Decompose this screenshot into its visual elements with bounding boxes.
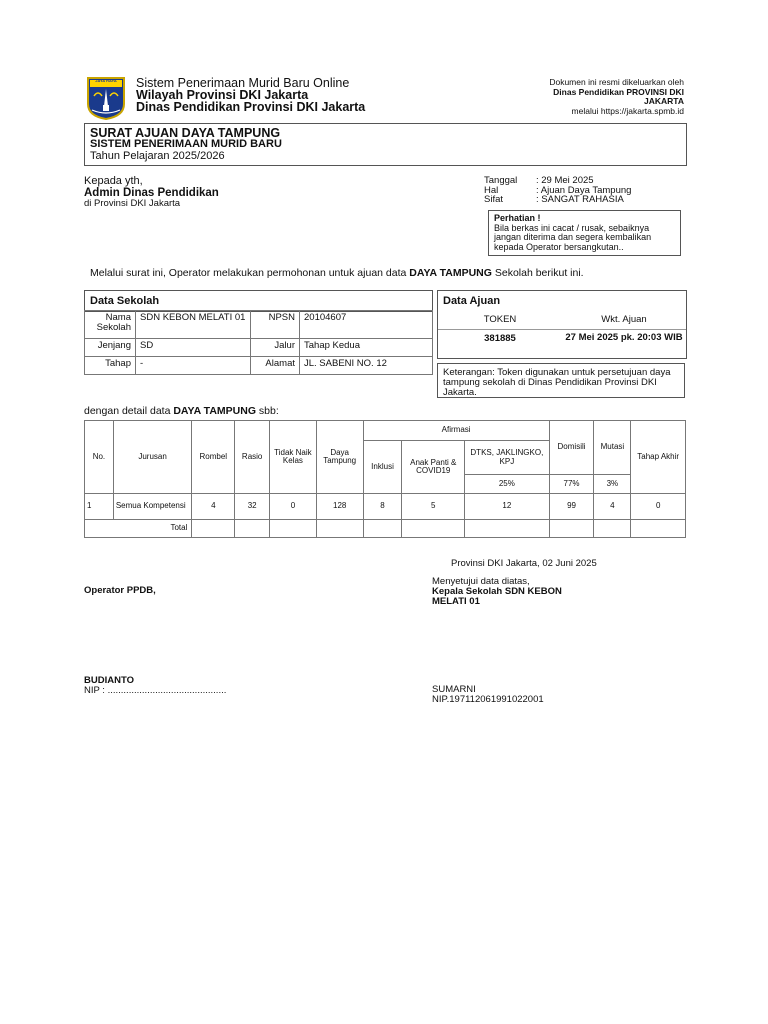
tahap-value: - <box>136 357 251 375</box>
wkt-label: Wkt. Ajuan <box>601 314 647 326</box>
cell-inklusi: 8 <box>363 494 402 520</box>
token-value: 381885 <box>484 332 516 344</box>
nama-label: Nama Sekolah <box>85 311 136 339</box>
sifat-label: Sifat <box>484 194 504 205</box>
th-daya-tampung: Daya Tampung <box>316 421 363 494</box>
hal-label: Hal <box>484 184 499 196</box>
detail-bold: DAYA TAMPUNG <box>173 405 256 417</box>
th-tahap-akhir: Tahap Akhir <box>631 421 686 494</box>
ajuan-heading: Data Ajuan <box>443 295 501 307</box>
cell-jurusan: Semua Kompetensi <box>113 494 192 520</box>
th-rombel: Rombel <box>192 421 235 494</box>
header-office: Dinas Pendidikan Provinsi DKI Jakarta <box>136 100 366 114</box>
issuer-line-3: melalui https://jakarta.spmb.id <box>571 105 684 116</box>
cell-daya: 128 <box>316 494 363 520</box>
detail-before: dengan detail data <box>84 405 174 417</box>
issuer-line-1: Dokumen ini resmi dikeluarkan oleh <box>549 77 684 87</box>
alamat-label: Alamat <box>251 357 300 375</box>
operator-nip: NIP : ............................................. <box>84 685 227 696</box>
th-tidak-naik: Tidak Naik Kelas <box>270 421 317 494</box>
head-title: Kepala Sekolah SDN KEBON MELATI 01 <box>432 586 562 607</box>
recipient-greeting: Kepada yth, <box>84 175 143 187</box>
place-date: Provinsi DKI Jakarta, 02 Juni 2025 <box>451 558 597 569</box>
npsn-value: 20104607 <box>300 311 433 339</box>
recipient-block <box>84 176 219 209</box>
document-subtitle: SISTEM PENERIMAAN MURID BARU <box>90 138 282 150</box>
pct-domisili: 77% <box>549 475 594 494</box>
detail-text <box>84 405 279 417</box>
head-nip: NIP.197112061991022001 <box>432 694 544 705</box>
total-row <box>85 520 686 538</box>
title-box <box>84 123 687 166</box>
jenjang-value: SD <box>136 339 251 357</box>
intro-bold: DAYA TAMPUNG <box>409 267 492 279</box>
header-system-name: Sistem Penerimaan Murid Baru Online <box>136 76 350 90</box>
cell-tidak-naik: 0 <box>270 494 317 520</box>
notice-body: Bila berkas ini cacat / rusak, sebaiknya jangan diterima dan segera kembalikan kepada Operator bersangkutan.. <box>494 222 652 252</box>
notice-title: Perhatian ! <box>494 213 541 223</box>
intro-text <box>90 267 584 279</box>
sekolah-heading-box <box>84 290 433 312</box>
recipient-place: di Provinsi DKI Jakarta <box>84 198 181 209</box>
approve-label: Menyetujui data diatas, <box>432 576 530 587</box>
cell-rombel: 4 <box>192 494 235 520</box>
npsn-label: NPSN <box>251 311 300 339</box>
jenjang-label: Jenjang <box>85 339 136 357</box>
th-dtks: DTKS, JAKLINGKO, KPJ <box>465 441 550 475</box>
header-region: Wilayah Provinsi DKI Jakarta <box>136 88 309 102</box>
recipient-name: Admin Dinas Pendidikan <box>84 187 219 199</box>
sekolah-heading: Data Sekolah <box>90 295 160 307</box>
pct-mutasi: 3% <box>594 475 631 494</box>
sekolah-table <box>84 310 433 375</box>
daya-tampung-table <box>84 420 686 538</box>
keterangan-box <box>437 363 685 398</box>
th-anak-panti: Anak Panti & COVID19 <box>402 441 465 494</box>
notice-box <box>488 210 681 256</box>
total-label: Total <box>85 520 192 538</box>
document-title: SURAT AJUAN DAYA TAMPUNG <box>90 126 281 140</box>
th-no: No. <box>85 421 114 494</box>
sifat-value: : SANGAT RAHASIA <box>536 194 624 205</box>
alamat-value: JL. SABENI NO. 12 <box>300 357 433 375</box>
th-rasio: Rasio <box>235 421 270 494</box>
intro-after: Sekolah berikut ini. <box>491 267 584 279</box>
cell-domisili: 99 <box>549 494 594 520</box>
table-row <box>85 494 686 520</box>
nama-value: SDN KEBON MELATI 01 <box>136 311 251 339</box>
tahap-label: Tahap <box>85 357 136 375</box>
jalur-label: Jalur <box>251 339 300 357</box>
cell-tahap-akhir: 0 <box>631 494 686 520</box>
pct-dtks: 25% <box>465 475 550 494</box>
th-domisili: Domisili <box>549 421 594 475</box>
hal-value: : Ajuan Daya Tampung <box>536 184 632 196</box>
intro-before: Melalui surat ini, Operator melakukan permohonan untuk ajuan data <box>90 267 410 279</box>
issuer-info <box>514 78 684 116</box>
issuer-line-2: Dinas Pendidikan PROVINSI DKI JAKARTA <box>553 86 684 106</box>
th-jurusan: Jurusan <box>113 421 192 494</box>
ajuan-box <box>437 290 687 359</box>
detail-after: sbb: <box>255 405 279 417</box>
keterangan-text: Keterangan: Token digunakan untuk persetujuan daya tampung sekolah di Dinas Pendidikan Provinsi DKI Jakarta. <box>443 367 671 398</box>
cell-mutasi: 4 <box>594 494 631 520</box>
th-inklusi: Inklusi <box>363 441 402 494</box>
head-name: SUMARNI <box>432 684 476 695</box>
tanggal-value: : 29 Mei 2025 <box>536 175 594 186</box>
cell-anak-panti: 5 <box>402 494 465 520</box>
ajuan-table <box>438 311 686 345</box>
th-mutasi: Mutasi <box>594 421 631 475</box>
operator-name: BUDIANTO <box>84 675 134 686</box>
cell-rasio: 32 <box>235 494 270 520</box>
operator-label: Operator PPDB, <box>84 585 156 596</box>
logo-caption: JAYA RAYA <box>95 78 117 83</box>
token-label: TOKEN <box>483 314 517 326</box>
jalur-value: Tahap Kedua <box>300 339 433 357</box>
cell-dtks: 12 <box>465 494 550 520</box>
wkt-value: 27 Mei 2025 pk. 20:03 WIB <box>565 332 683 344</box>
academic-year: Tahun Pelajaran 2025/2026 <box>90 150 225 162</box>
tanggal-label: Tanggal <box>484 175 518 186</box>
th-afirmasi: Afirmasi <box>363 421 549 441</box>
cell-no: 1 <box>85 494 114 520</box>
letter-meta <box>484 176 631 205</box>
